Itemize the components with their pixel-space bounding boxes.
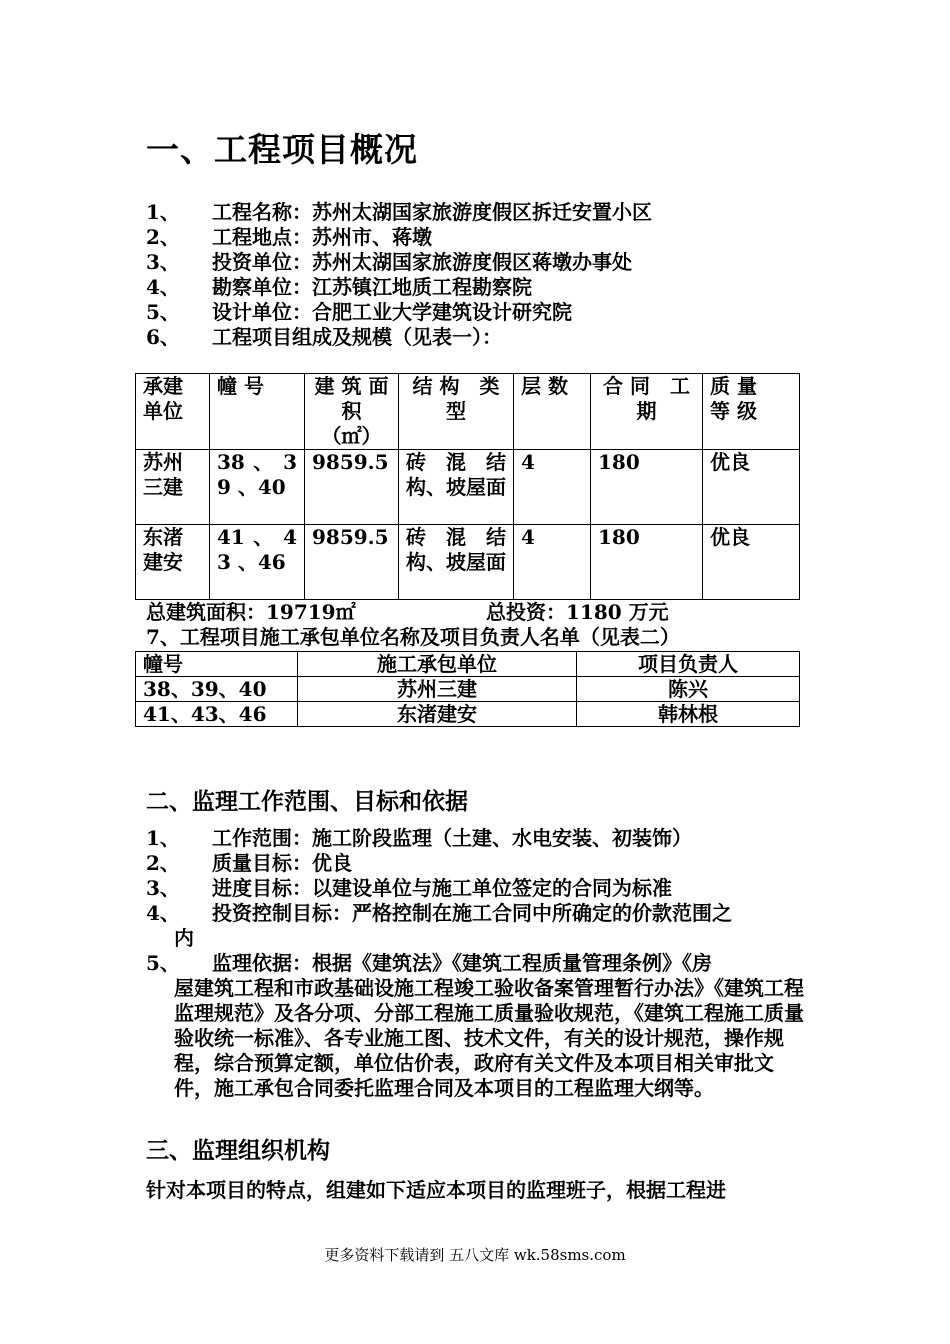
list-item: 5、 监理依据：根据《建筑法》《建筑工程质量管理条例》《房: [146, 951, 712, 975]
table-header-row: [136, 374, 800, 450]
table-header-cell: 幢号: [136, 652, 298, 677]
project-table: [135, 373, 800, 600]
table-cell: 优良: [703, 525, 800, 600]
table-cell: 韩林根: [577, 702, 800, 727]
table-cell: 41 、 43 、46: [210, 525, 305, 600]
list-item: 5、 设计单位：合肥工业大学建筑设计研究院: [146, 300, 572, 324]
section7-title: 7、工程项目施工承包单位名称及项目负责人名单（见表二）: [146, 625, 680, 649]
list-item: 1、 工程名称：苏州太湖国家旅游度假区拆迁安置小区: [146, 200, 652, 224]
section3-paragraph: 针对本项目的特点，组建如下适应本项目的监理班子，根据工程进: [146, 1178, 726, 1202]
summary-line: [146, 600, 669, 625]
total-area: 总建筑面积：19719㎡: [146, 600, 356, 624]
list-item: 3、 投资单位：苏州太湖国家旅游度假区蒋墩办事处: [146, 250, 632, 274]
section2-list: [146, 826, 811, 1101]
table-cell: 东渚建安: [136, 525, 210, 600]
table-cell: 苏州三建: [298, 677, 577, 702]
table-row: [136, 450, 800, 525]
table-cell: 陈兴: [577, 677, 800, 702]
table-header-cell: 建 筑 面 积 （㎡）: [305, 374, 399, 450]
table-row: [136, 677, 800, 702]
table-header-cell: 质 量 等 级: [703, 374, 800, 450]
table-cell: 9859.5: [305, 450, 399, 525]
table-header-cell: 结 构 类 型: [399, 374, 514, 450]
contractor-table: [135, 651, 800, 727]
table-cell: 41、43、46: [136, 702, 298, 727]
section2-title: 二、监理工作范围、目标和依据: [146, 788, 468, 815]
table-cell: 苏州三建: [136, 450, 210, 525]
footer-watermark: 更多资料下载请到 五八文库 wk.58sms.com: [324, 1246, 626, 1264]
list-item: 4、 投资控制目标：严格控制在施工合同中所确定的价款范围之: [146, 901, 732, 925]
list-item-continuation: 内: [174, 926, 194, 950]
table-header-row: [136, 652, 800, 677]
table-cell: 东渚建安: [298, 702, 577, 727]
section1-title: 一、工程项目概况: [146, 130, 418, 169]
table-header-cell: 施工承包单位: [298, 652, 577, 677]
table-row: [136, 525, 800, 600]
table-cell: 38 、 39 、40: [210, 450, 305, 525]
table-cell: 砖 混 结 构、坡屋面: [399, 525, 514, 600]
list-item: 1、 工作范围：施工阶段监理（土建、水电安装、初装饰）: [146, 826, 692, 850]
table-cell: 38、39、40: [136, 677, 298, 702]
table-cell: 180: [591, 450, 703, 525]
table-header-cell: 幢 号: [210, 374, 305, 450]
table-cell: 砖 混 结 构、坡屋面: [399, 450, 514, 525]
table-header-cell: 承建单位: [136, 374, 210, 450]
list-item: 6、 工程项目组成及规模（见表一）：: [146, 325, 502, 349]
table-cell: 9859.5: [305, 525, 399, 600]
list-item: 4、 勘察单位：江苏镇江地质工程勘察院: [146, 275, 532, 299]
table-cell: 180: [591, 525, 703, 600]
section1-list: [146, 200, 826, 350]
list-item: 2、 工程地点：苏州市、蒋墩: [146, 225, 432, 249]
list-item: 2、 质量目标：优良: [146, 851, 352, 875]
total-investment: 总投资：1180 万元: [486, 600, 669, 624]
table-row: [136, 702, 800, 727]
table-cell: 4: [514, 525, 591, 600]
table-cell: 4: [514, 450, 591, 525]
table-header-cell: 合 同 工 期: [591, 374, 703, 450]
list-item-continuation: 屋建筑工程和市政基础设施工程竣工验收备案管理暂行办法》《建筑工程监理规范》及各分项、分部工程施工质量验收规范，《建筑工程施工质量验收统一标准》、各专业施工图、技术文件，有关的设计规范，操作规程，综合预算定额，单位估价表，政府有关文件及本项目相关审批文件，施工承包合同委托监理合同及本项目的工程监理大纲等。: [174, 976, 804, 1100]
table-cell: 优良: [703, 450, 800, 525]
list-item: 3、 进度目标：以建设单位与施工单位签定的合同为标准: [146, 876, 672, 900]
section3-title: 三、监理组织机构: [146, 1137, 330, 1164]
table-header-cell: 项目负责人: [577, 652, 800, 677]
table-header-cell: 层 数: [514, 374, 591, 450]
